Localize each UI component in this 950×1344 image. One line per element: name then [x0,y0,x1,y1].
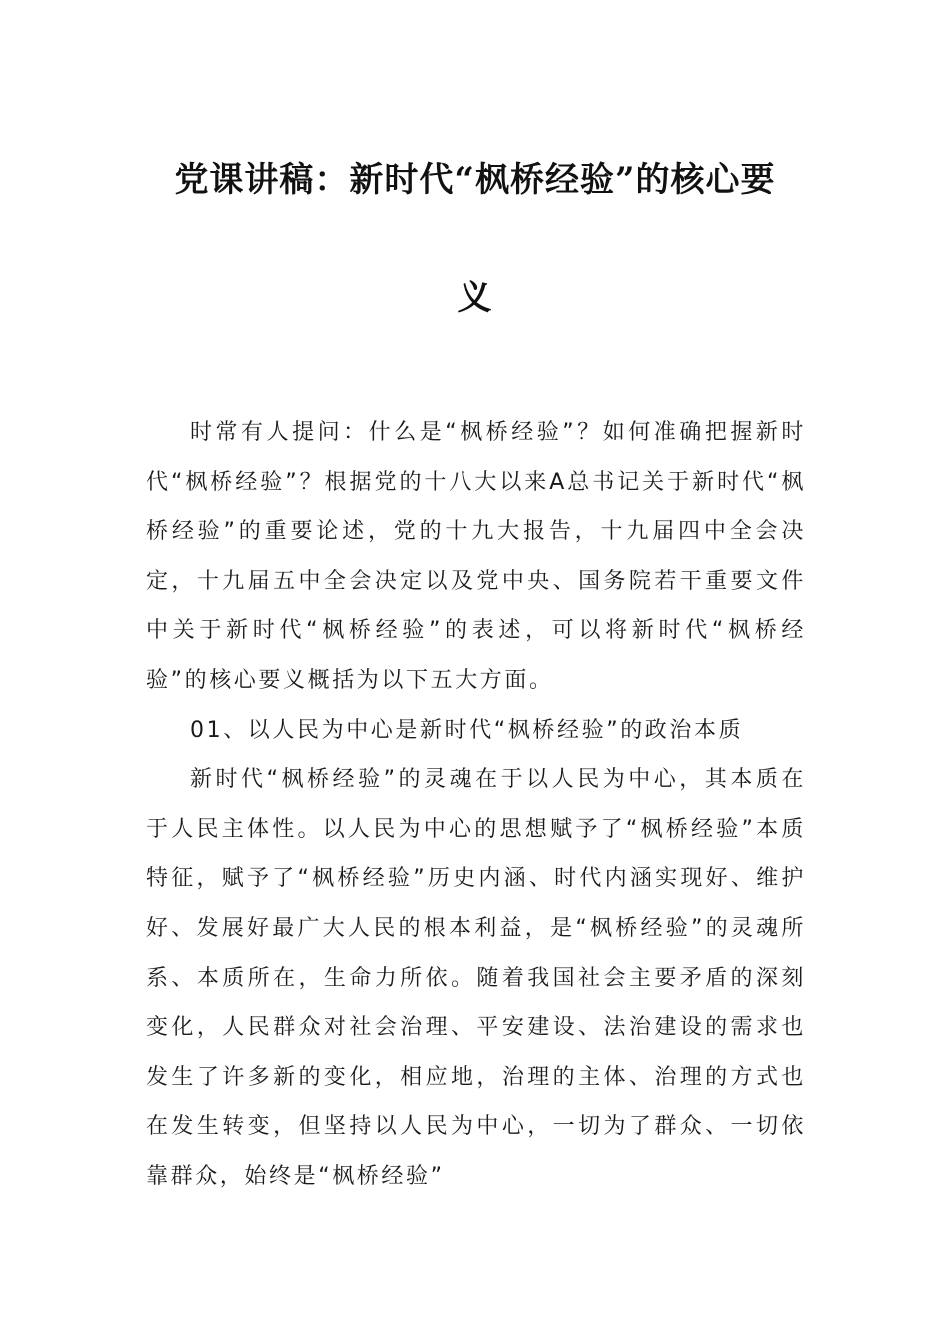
title-line-2: 义 [457,278,493,318]
intro-paragraph: 时常有人提问：什么是“枫桥经验”？如何准确把握新时代“枫桥经验”？根据党的十八大以来A总书记关于新时代“枫桥经验”的重要论述，党的十九大报告，十九届四中全会决定，十九届五中全会决定以及党中央、国务院若干重要文件中关于新时代“枫桥经验”的表述，可以将新时代“枫桥经验”的核心要义概括为以下五大方面。 [146,420,806,693]
section-01-paragraph: 新时代“枫桥经验”的灵魂在于以人民为中心，其本质在于人民主体性。以人民为中心的思想赋予了“枫桥经验”本质特征，赋予了“枫桥经验”历史内涵、时代内涵实现好、维护好、发展好最广大人民的根本利益，是“枫桥经验”的灵魂所系、本质所在，生命力所依。随着我国社会主要矛盾的深刻变化，人民群众对社会治理、平安建设、法治建设的需求也发生了许多新的变化，相应地，治理的主体、治理的方式也在发生转变，但坚持以人民为中心，一切为了群众、一切依靠群众，始终是“枫桥经验” [146,767,806,1189]
section-heading-01: 01、以人民为中心是新时代“枫桥经验”的政治本质 [190,717,744,743]
document-body [146,408,806,1202]
title-line-1: 党课讲稿：新时代“枫桥经验”的核心要 [174,160,776,200]
